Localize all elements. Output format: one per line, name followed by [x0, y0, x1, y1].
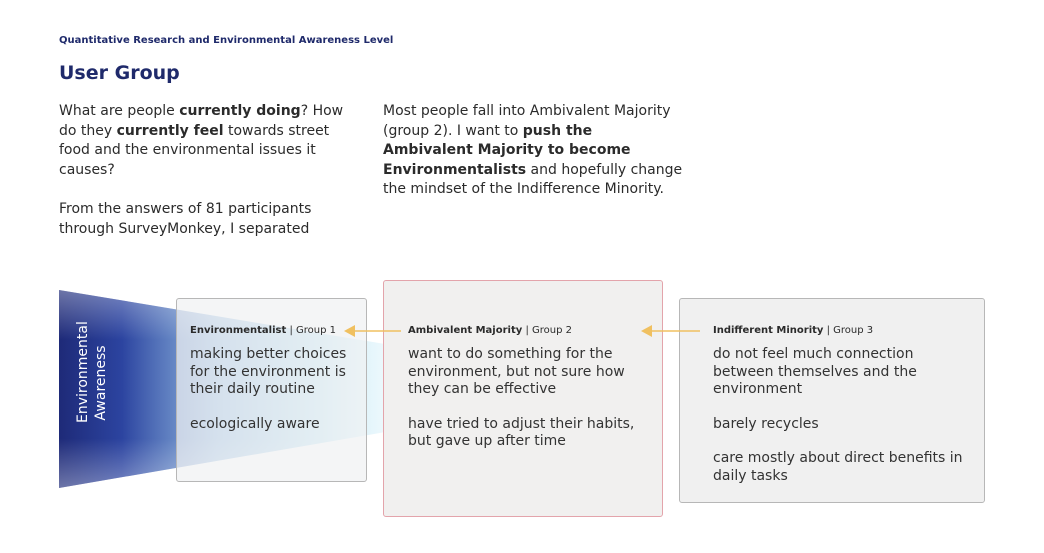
group-trait: want to do something for the environment, but not sure how they can be effective	[408, 346, 625, 397]
group-trait: making better choices for the environment is their daily routine	[190, 346, 347, 397]
intro-paragraph-1: What are people currently doing? How do they currently feel towards street food and the environmental issues it causes?	[59, 103, 344, 178]
summary-text	[383, 102, 683, 200]
group-trait: do not feel much connection between themselves and the environment	[713, 346, 917, 397]
group-trait: barely recycles	[713, 415, 819, 432]
arrow-left-icon	[344, 323, 402, 339]
page-subtitle: Quantitative Research and Environmental Awareness Level	[59, 35, 394, 46]
group-card-body	[190, 346, 360, 450]
group-trait: ecologically aware	[190, 415, 320, 432]
group-card-ambivalent-majority	[383, 280, 663, 517]
group-card-indifferent-minority	[679, 298, 985, 503]
intro-text	[59, 102, 349, 259]
group-card-body	[408, 346, 648, 468]
page-title: User Group	[59, 62, 180, 84]
summary-paragraph: Most people fall into Ambivalent Majority (group 2). I want to push the Ambivalent Majority to become Environmentalists and hopefully change the mindset of the Indifference Minority.	[383, 103, 683, 197]
arrow-left-icon	[641, 323, 701, 339]
group-card-environmentalist	[176, 298, 367, 482]
group-card-header: Ambivalent Majority | Group 2	[408, 325, 572, 336]
group-card-header: Indifferent Minority | Group 3	[713, 325, 874, 336]
group-trait: have tried to adjust their habits, but gave up after time	[408, 415, 635, 449]
group-card-header: Environmentalist | Group 1	[190, 325, 336, 336]
intro-paragraph-2: From the answers of 81 participants through SurveyMonkey, I separated	[59, 201, 312, 237]
group-card-body	[713, 346, 973, 502]
group-trait: care mostly about direct benefits in daily tasks	[713, 450, 963, 484]
awareness-label: Environmental Awareness	[75, 321, 109, 423]
